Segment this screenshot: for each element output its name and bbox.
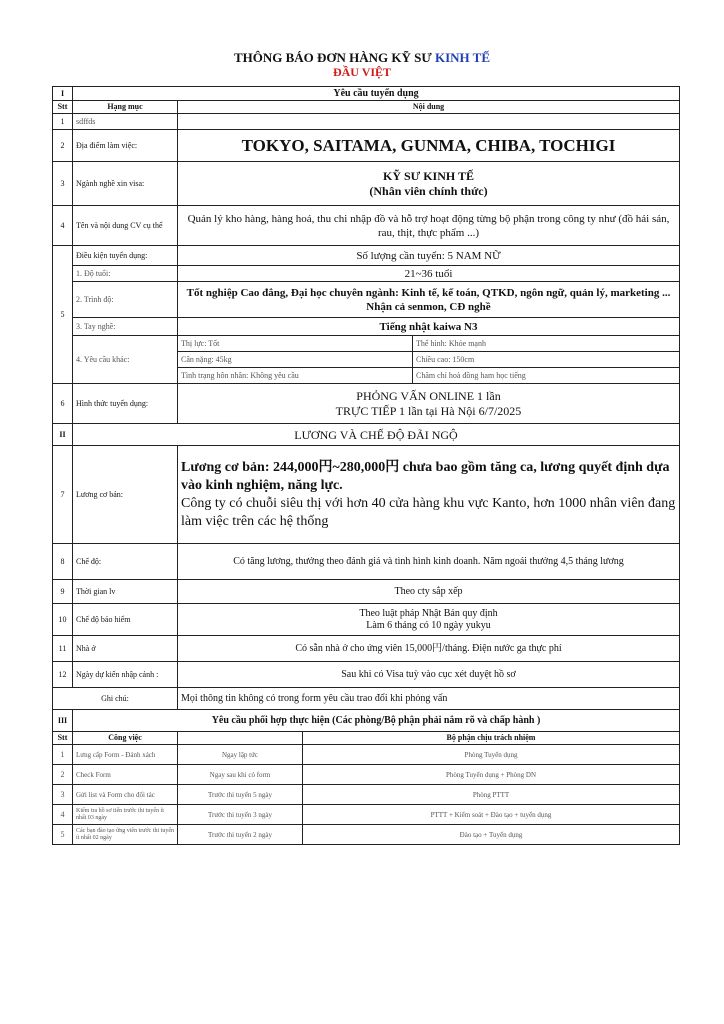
s3-row-2 (53, 765, 680, 785)
col-item: Hạng mục (73, 101, 178, 114)
document-title (0, 50, 724, 80)
insurance-value (178, 604, 680, 636)
row-11 (53, 636, 680, 662)
col-content: Nội dung (178, 101, 680, 114)
row-5-education (53, 282, 680, 318)
row-11-label: Nhà ở (73, 636, 178, 662)
s3-row-4-time: Trước thi tuyển 3 ngày (178, 805, 303, 825)
work-location: TOKYO, SAITAMA, GUNMA, CHIBA, TOCHIGI (178, 130, 680, 162)
row-3-stt: 3 (53, 162, 73, 206)
row-1 (53, 114, 680, 130)
entry-date-value: Sau khi có Visa tuỳ vào cục xét duyệt hồ sơ (178, 662, 680, 688)
s3-row-5-stt: 5 (53, 825, 73, 845)
s3-row-1-task: Lưng cấp Form - Đánh xách (73, 745, 178, 765)
s3-row-3 (53, 785, 680, 805)
row-8 (53, 544, 680, 580)
row-5-conditions (53, 246, 680, 266)
row-1-label: sdffds (73, 114, 178, 130)
insurance-line1: Theo luật pháp Nhật Bản quy định (359, 607, 498, 619)
s3-row-3-task: Gửi list và Form cho đối tác (73, 785, 178, 805)
s3-row-4-stt: 4 (53, 805, 73, 825)
s3-row-4-task: Kiểm tra hồ sơ tiến trước thi tuyển ít nhất 03 ngày (73, 805, 178, 825)
headcount: Số lượng cần tuyển: 5 NAM NỮ (178, 246, 680, 266)
row-4-stt: 4 (53, 206, 73, 246)
row-8-label: Chế độ: (73, 544, 178, 580)
s3-row-1-dept: Phòng Tuyển dụng (303, 745, 680, 765)
other-requirements-label: 4. Yêu cầu khác: (73, 336, 178, 384)
skill-value: Tiếng nhật kaiwa N3 (178, 318, 680, 336)
row-6-stt: 6 (53, 384, 73, 424)
row-6 (53, 384, 680, 424)
s3-row-3-dept: Phòng PTTT (303, 785, 680, 805)
other-req-2b: Chiều cao: 150cm (413, 352, 680, 368)
row-10 (53, 604, 680, 636)
education-value: Tốt nghiệp Cao đẳng, Đại học chuyên ngành: Kinh tế, kế toán, QTKD, ngôn ngữ, quản lý, marketing ... Nhận cả senmon, CĐ nghề (178, 282, 680, 318)
other-req-3b: Chăm chỉ hoà đồng ham học tiếng (413, 368, 680, 384)
s3-row-3-stt: 3 (53, 785, 73, 805)
section-1-header (53, 87, 680, 101)
row-5-other-1 (53, 336, 680, 352)
section-1-columns (53, 101, 680, 114)
s3-row-2-stt: 2 (53, 765, 73, 785)
row-8-stt: 8 (53, 544, 73, 580)
row-7-label: Lương cơ bản: (73, 446, 178, 544)
section-2-title: LƯƠNG VÀ CHẾ ĐỘ ĐÃI NGỘ (73, 424, 680, 446)
age-label: 1. Độ tuổi: (73, 266, 178, 282)
row-12 (53, 662, 680, 688)
interview-format-line2: TRỰC TIẾP 1 lần tại Hà Nội 6/7/2025 (335, 403, 522, 418)
order-table (52, 86, 680, 845)
s3-row-1-time: Ngay lập tức (178, 745, 303, 765)
row-2 (53, 130, 680, 162)
housing-value: Có sẵn nhà ở cho ứng viên 15,000円/tháng. Điện nước ga thực phí (178, 636, 680, 662)
s3-row-2-task: Check Form (73, 765, 178, 785)
row-5-cond-label: Điều kiện tuyển dụng: (73, 246, 178, 266)
job-description: Quản lý kho hàng, hàng hoá, thu chi nhập đồ và hỗ trợ hoạt động từng bộ phận trong công ty như (đồ hải sản, rau, thịt, thực phẩm ...) (178, 206, 680, 246)
interview-format-line1: PHỎNG VẤN ONLINE 1 lần (356, 388, 501, 403)
note-label: Ghi chú: (53, 688, 178, 710)
row-5-age (53, 266, 680, 282)
s3-row-3-time: Trước thi tuyển 5 ngày (178, 785, 303, 805)
row-9-stt: 9 (53, 580, 73, 604)
note-value: Mọi thông tin không có trong form yêu cầu trao đổi khi phỏng vấn (178, 688, 680, 710)
row-10-label: Chế độ bảo hiểm (73, 604, 178, 636)
s3-row-5-dept: Đào tạo + Tuyển dụng (303, 825, 680, 845)
row-4-label: Tên và nội dung CV cụ thể (73, 206, 178, 246)
row-12-stt: 12 (53, 662, 73, 688)
s3-row-2-time: Ngay sau khi có form (178, 765, 303, 785)
section-2-num: II (53, 424, 73, 446)
section-3-num: III (53, 710, 73, 732)
visa-field-line1: KỸ SƯ KINH TẾ (382, 168, 475, 183)
row-2-label: Địa điểm làm việc: (73, 130, 178, 162)
interview-format (178, 384, 680, 424)
s3-row-4-dept: PTTT + Kiểm soát + Đào tạo + tuyển dụng (303, 805, 680, 825)
section-2-header (53, 424, 680, 446)
row-3 (53, 162, 680, 206)
row-7 (53, 446, 680, 544)
s3-row-5 (53, 825, 680, 845)
section-1-title: Yêu cầu tuyển dụng (73, 87, 680, 101)
row-9 (53, 580, 680, 604)
s3-row-4 (53, 805, 680, 825)
col-stt: Stt (53, 101, 73, 114)
s3-col-task: Công việc (73, 732, 178, 745)
row-3-label: Ngành nghề xin visa: (73, 162, 178, 206)
row-1-stt: 1 (53, 114, 73, 130)
s3-row-1 (53, 745, 680, 765)
row-5-skill (53, 318, 680, 336)
row-note (53, 688, 680, 710)
row-2-stt: 2 (53, 130, 73, 162)
row-5-stt: 5 (53, 246, 73, 384)
salary-cell (178, 446, 680, 544)
other-req-2a: Cân nặng: 45kg (178, 352, 413, 368)
row-6-label: Hình thức tuyển dụng: (73, 384, 178, 424)
visa-field (178, 162, 680, 206)
s3-col-dept: Bộ phận chịu trách nhiệm (303, 732, 680, 745)
row-4 (53, 206, 680, 246)
title-highlight: KINH TẾ (435, 50, 491, 65)
other-req-1b: Thể hình: Khỏe mạnh (413, 336, 680, 352)
work-hours-value: Theo cty sắp xếp (178, 580, 680, 604)
age-value: 21~36 tuổi (178, 266, 680, 282)
skill-label: 3. Tay nghề: (73, 318, 178, 336)
education-label: 2. Trình độ: (73, 282, 178, 318)
section-3-header (53, 710, 680, 732)
row-10-stt: 10 (53, 604, 73, 636)
salary-text: Lương cơ bản: 244,000円~280,000円 chưa bao gồm tăng ca, lương quyết định dựa vào kinh nghiệm, năng lực. (181, 459, 670, 493)
other-req-1a: Thị lực: Tốt (178, 336, 413, 352)
row-9-label: Thời gian lv (73, 580, 178, 604)
section-3-title: Yêu cầu phối hợp thực hiện (Các phòng/Bộ phận phải nắm rõ và chấp hành ) (73, 710, 680, 732)
s3-row-2-dept: Phòng Tuyển dụng + Phòng DN (303, 765, 680, 785)
s3-col-stt: Stt (53, 732, 73, 745)
s3-row-1-stt: 1 (53, 745, 73, 765)
section-3-columns (53, 732, 680, 745)
row-7-stt: 7 (53, 446, 73, 544)
other-req-3a: Tình trạng hôn nhân: Không yêu cầu (178, 368, 413, 384)
title-main: THÔNG BÁO ĐƠN HÀNG KỸ SƯ (233, 50, 435, 65)
company-info: Công ty có chuỗi siêu thị với hơn 40 cửa hàng khu vực Kanto, hơn 1000 nhân viên đang làm việc trên các hệ thống (181, 495, 676, 529)
insurance-line2: Làm 6 tháng có 10 ngày yukyu (366, 619, 491, 631)
row-12-label: Ngày dự kiến nhập cảnh : (73, 662, 178, 688)
benefits-value: Có tăng lương, thưởng theo đánh giá và tình hình kinh doanh. Năm ngoái thưởng 4,5 tháng lương (178, 544, 680, 580)
section-1-num: I (53, 87, 73, 101)
s3-row-5-task: Các bạn đào tạo ứng viên trước thi tuyển ít nhất 02 ngày (73, 825, 178, 845)
s3-row-5-time: Trước thi tuyển 2 ngày (178, 825, 303, 845)
row-11-stt: 11 (53, 636, 73, 662)
title-subtitle: ĐẦU VIỆT (332, 65, 392, 79)
row-1-value (178, 114, 680, 130)
visa-field-line2: (Nhân viên chính thức) (369, 183, 488, 198)
